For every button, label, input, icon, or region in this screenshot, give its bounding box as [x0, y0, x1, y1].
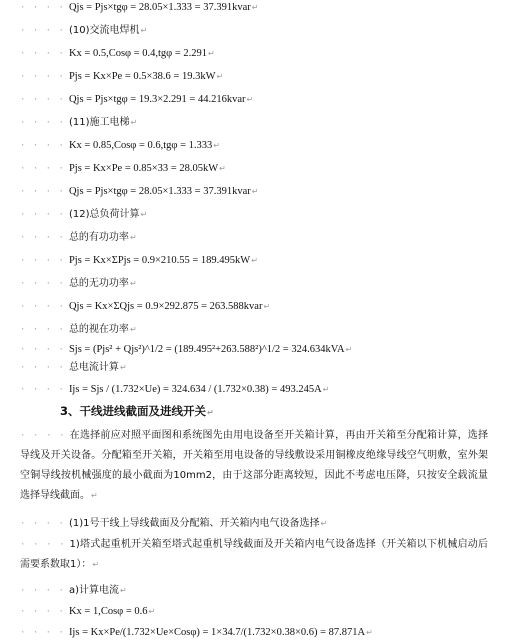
formula-text: Pjs = Kx×Pe = 0.85×33 = 28.05kW	[68, 163, 219, 174]
paragraph-mark: ↵	[92, 560, 100, 569]
leader-dots: · · · ·	[20, 586, 65, 596]
leader-dots: · · · ·	[20, 431, 66, 441]
formula-text: Pjs = Kx×Pe = 0.5×38.6 = 19.3kW	[68, 71, 216, 82]
list-item	[20, 517, 327, 531]
paragraph-mark: ↵	[263, 302, 271, 311]
subsection-text: (10)交流电焊机	[68, 25, 140, 36]
list-item-text: (1)1号干线上导线截面及分配箱、开关箱内电气设备选择	[68, 518, 320, 529]
formula-text: Qjs = Kx×ΣQjs = 0.9×292.875 = 263.588kvar	[68, 301, 263, 312]
leader-dots: · · · ·	[20, 72, 65, 82]
paragraph-mark: ↵	[130, 118, 138, 127]
body-paragraph-text: 在选择前应对照平面图和系统图先由用电设备至开关箱计算，再由开关箱至分配箱计算，选择导线及开关设备。分配箱至开关箱，开关箱至用电设备的导线敷设采用铜橡皮绝缘导线空气明敷，室外架空铜导线按机械强度的最小截面为10mm2，由于这部分距离较短，因此不考虑电压降，只按安全载流量选择导线截面。	[20, 430, 489, 501]
formula-text: Kx = 0.85,Cosφ = 0.6,tgφ = 1.333	[68, 140, 213, 151]
formula-line	[20, 254, 258, 268]
section-heading-text: 3、干线进线截面及进线开关	[60, 404, 207, 418]
leader-dots: · · · ·	[20, 49, 65, 59]
paragraph-mark: ↵	[345, 345, 353, 354]
label-line	[20, 361, 127, 375]
list-item-text: 1)塔式起重机开关箱至塔式起重机导线截面及开关箱内电气设备选择（开关箱以下机械启动后需要系数取1）：	[20, 539, 488, 570]
label-text: 总的视在功率	[68, 324, 129, 335]
leader-dots: · · · ·	[20, 302, 65, 312]
leader-dots: · · · ·	[20, 95, 65, 105]
leader-dots: · · · ·	[20, 363, 65, 373]
paragraph-mark: ↵	[320, 519, 328, 528]
leader-dots: · · · ·	[20, 385, 65, 395]
formula-line	[20, 70, 223, 84]
label-line	[20, 323, 137, 337]
paragraph-mark: ↵	[251, 256, 258, 265]
formula-text: Qjs = Pjs×tgφ = 19.3×2.291 = 44.216kvar	[68, 94, 246, 105]
paragraph-mark: ↵	[129, 325, 137, 334]
paragraph-mark: ↵	[129, 233, 137, 242]
formula-line	[20, 300, 270, 314]
paragraph-mark: ↵	[251, 3, 259, 12]
label-line	[20, 231, 137, 245]
formula-line	[20, 139, 220, 153]
paragraph-mark: ↵	[207, 408, 214, 417]
subsection-label	[20, 116, 137, 130]
subsection-label	[20, 208, 147, 222]
formula-text: Qjs = Pjs×tgφ = 28.05×1.333 = 37.391kvar	[68, 186, 251, 197]
formula-text: Kx = 0.5,Cosφ = 0.4,tgφ = 2.291	[68, 48, 208, 59]
formula-text: Pjs = Kx×ΣPjs = 0.9×210.55 = 189.495kW	[68, 255, 251, 266]
leader-dots: · · · ·	[20, 628, 65, 638]
paragraph-mark: ↵	[216, 72, 224, 81]
formula-line	[20, 343, 352, 357]
leader-dots: · · · ·	[20, 607, 65, 617]
paragraph-mark: ↵	[140, 26, 148, 35]
paragraph-mark: ↵	[366, 628, 373, 637]
formula-text: Ijs = Sjs / (1.732×Ue) = 324.634 / (1.732×0.38) = 493.245A	[68, 384, 322, 395]
list-item	[20, 584, 127, 598]
leader-dots: · · · ·	[20, 325, 65, 335]
paragraph-mark: ↵	[148, 607, 156, 616]
body-paragraph	[20, 426, 488, 506]
paragraph-mark: ↵	[119, 363, 127, 372]
leader-dots: · · · ·	[20, 164, 65, 174]
leader-dots: · · · ·	[20, 118, 65, 128]
label-line	[20, 277, 137, 291]
leader-dots: · · · ·	[20, 187, 65, 197]
formula-line	[20, 605, 155, 619]
paragraph-mark: ↵	[140, 210, 148, 219]
leader-dots: · · · ·	[20, 233, 65, 243]
formula-line	[20, 383, 329, 397]
leader-dots: · · · ·	[20, 26, 65, 36]
paragraph-mark: ↵	[213, 141, 220, 150]
leader-dots: · · · ·	[20, 141, 65, 151]
leader-dots: · · · ·	[20, 3, 65, 13]
leader-dots: · · · ·	[20, 540, 66, 550]
list-item-paragraph	[20, 535, 488, 575]
list-item-text: a)计算电流	[68, 585, 119, 596]
paragraph-mark: ↵	[219, 164, 226, 173]
paragraph-mark: ↵	[246, 95, 254, 104]
formula-text: Sjs = (Pjs² + Qjs²)^1/2 = (189.495²+263.588²)^1/2 = 324.634kVA	[68, 344, 345, 355]
paragraph-mark: ↵	[208, 49, 215, 58]
formula-line	[20, 162, 226, 176]
label-text: 总的无功功率	[68, 278, 129, 289]
leader-dots: · · · ·	[20, 256, 65, 266]
paragraph-mark: ↵	[91, 491, 98, 500]
section-heading	[60, 404, 214, 420]
label-text: 总电流计算	[68, 362, 119, 373]
formula-line	[20, 93, 253, 107]
subsection-text: (11)施工电梯	[68, 117, 130, 128]
label-text: 总的有功功率	[68, 232, 129, 243]
paragraph-mark: ↵	[129, 279, 137, 288]
formula-text: Ijs = Kx×Pe/(1.732×Ue×Cosφ) = 1×34.7/(1.732×0.38×0.6) = 87.871A	[68, 627, 366, 638]
paragraph-mark: ↵	[322, 385, 330, 394]
paragraph-mark: ↵	[119, 586, 127, 595]
leader-dots: · · · ·	[20, 279, 65, 289]
leader-dots: · · · ·	[20, 210, 65, 220]
formula-line	[20, 47, 215, 61]
formula-text: Qjs = Pjs×tgφ = 28.05×1.333 = 37.391kvar	[68, 2, 251, 13]
formula-text: Kx = 1,Cosφ = 0.6	[68, 606, 148, 617]
leader-dots: · · · ·	[20, 345, 65, 355]
subsection-label	[20, 24, 147, 38]
subsection-text: (12)总负荷计算	[68, 209, 140, 220]
formula-line	[20, 185, 258, 199]
formula-line	[20, 1, 258, 15]
formula-line	[20, 626, 373, 640]
paragraph-mark: ↵	[251, 187, 259, 196]
leader-dots: · · · ·	[20, 519, 65, 529]
